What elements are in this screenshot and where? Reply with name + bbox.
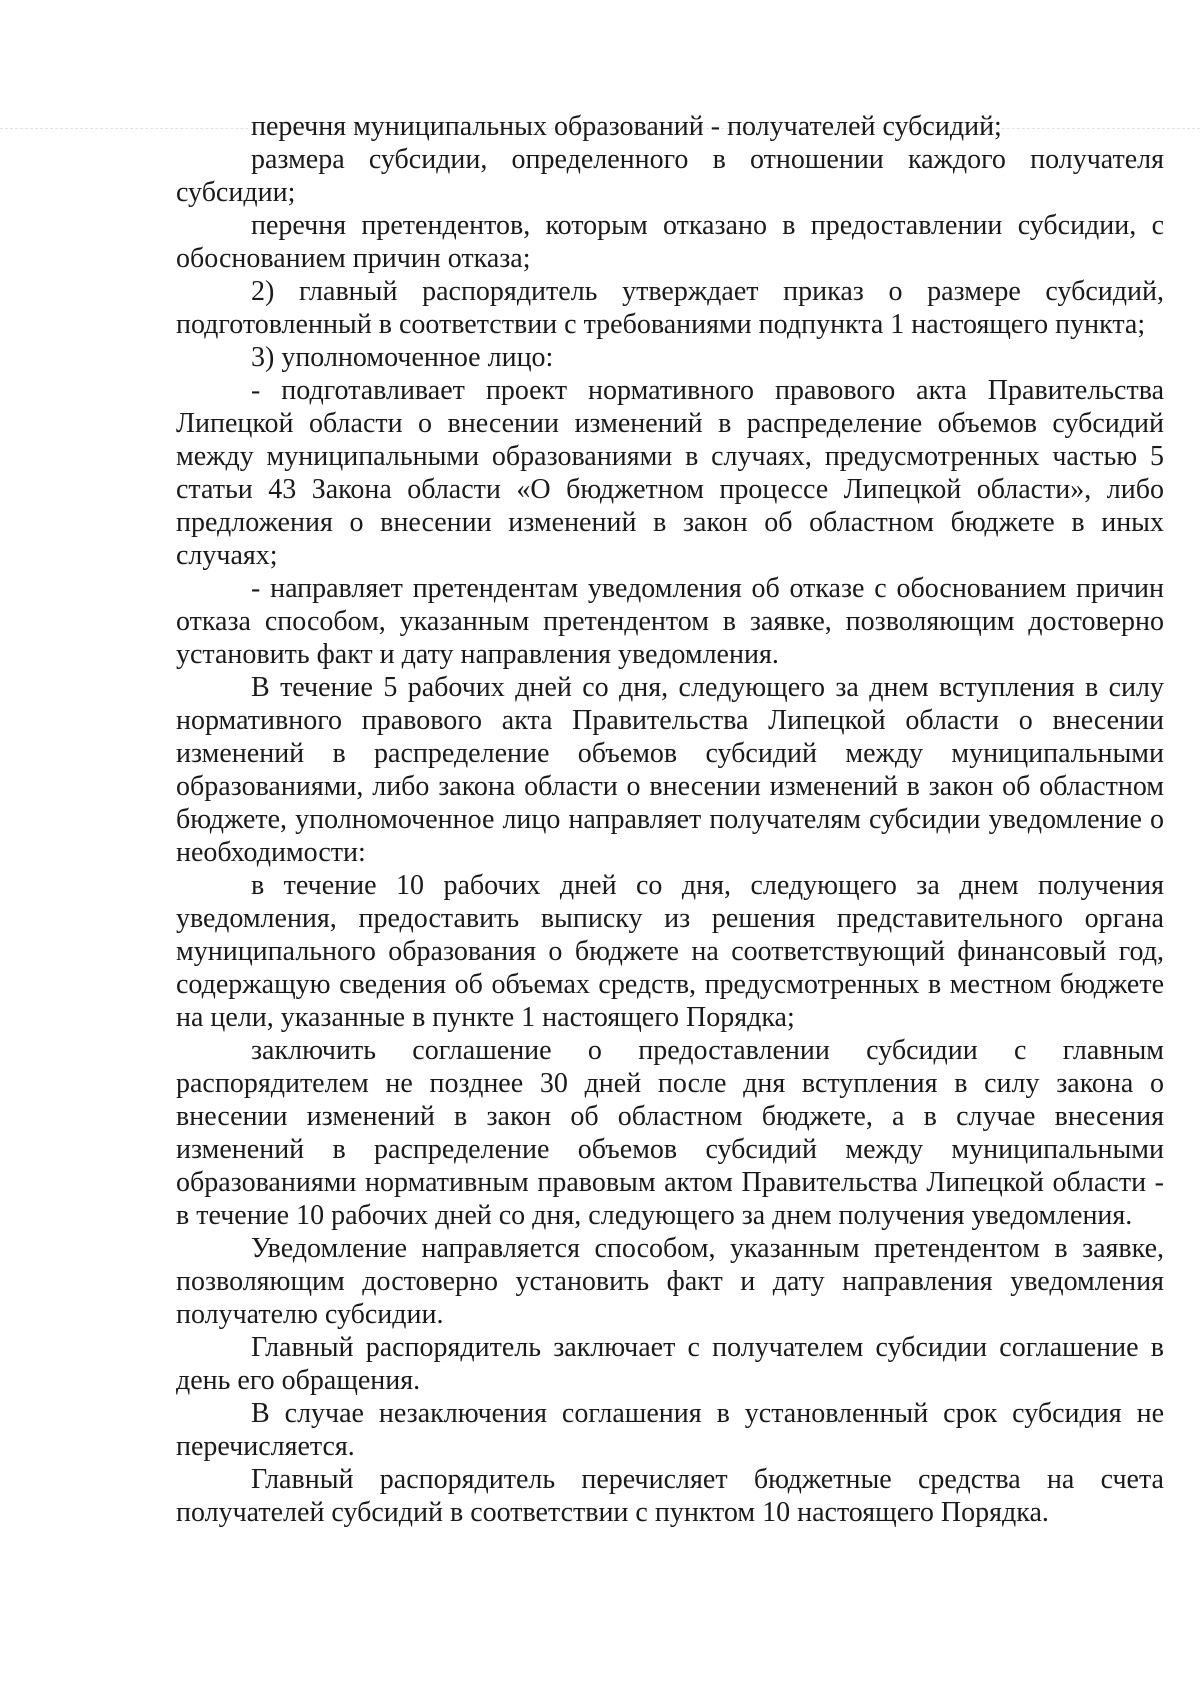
paragraph-prepare-draft: - подготавливает проект нормативного правового акта Правительства Липецкой области о внесении изменений в распределение объемов субсидий между муниципальными образованиями в случаях, предусмотренных частью 5 статьи 43 Закона области «О бюджетном процессе Липецкой области», либо предложения о внесении изменений в закон об областном бюджете в иных случаях; [176,375,1164,571]
paragraph-transfer-funds: Главный распорядитель перечисляет бюджетные средства на счета получателей субсидий в соответствии с пунктом 10 настоящего Порядка. [176,1464,1164,1528]
paragraph-no-agreement: В случае незаключения соглашения в установленный срок субсидия не перечисляется. [176,1398,1164,1462]
paragraph-ten-days-extract: в течение 10 рабочих дней со дня, следующего за днем получения уведомления, предоставить выписку из решения представительного органа муниципального образования о бюджете на соответствующий финансовый год, содержащую сведения об объемах средств, предусмотренных в местном бюджете на цели, указанные в пункте 1 настоящего Порядка; [176,870,1164,1033]
paragraph-item-2: 2) главный распорядитель утверждает приказ о размере субсидий, подготовленный в соответствии с требованиями подпункта 1 настоящего пункта; [176,276,1164,340]
paragraph-conclude-agreement: заключить соглашение о предоставлении субсидии с главным распорядителем не позднее 30 дней после дня вступления в силу закона о внесении изменений в закон об областном бюджете, а в случае внесения изменений в распределение объемов субсидий между муниципальными образованиями нормативным правовым актом Правительства Липецкой области - в течение 10 рабочих дней со дня, следующего за днем получения уведомления. [176,1035,1164,1231]
paragraph-item-3: 3) уполномоченное лицо: [251,342,554,373]
paragraph-refused-list: перечня претендентов, которым отказано в предоставлении субсидии, с обоснованием причин отказа; [176,210,1164,274]
document-body [176,110,1164,1529]
paragraph-five-days: В течение 5 рабочих дней со дня, следующего за днем вступления в силу нормативного правового акта Правительства Липецкой области о внесении изменений в распределение объемов субсидий между муниципальными образованиями, либо закона области о внесении изменений в закон об областном бюджете, уполномоченное лицо направляет получателям субсидии уведомление о необходимости: [176,672,1164,868]
paragraph-subsidy-size: размера субсидии, определенного в отношении каждого получателя субсидии; [176,144,1164,208]
paragraph-agreement-day: Главный распорядитель заключает с получателем субсидии соглашение в день его обращения. [176,1332,1164,1396]
paragraph-municipal-list: перечня муниципальных образований - получателей субсидий; [251,111,1002,142]
paragraph-notification-method: Уведомление направляется способом, указанным претендентом в заявке, позволяющим достоверно установить факт и дату направления уведомления получателю субсидии. [176,1233,1164,1330]
paragraph-send-refusal: - направляет претендентам уведомления об отказе с обоснованием причин отказа способом, указанным претендентом в заявке, позволяющим достоверно установить факт и дату направления уведомления. [176,573,1164,670]
